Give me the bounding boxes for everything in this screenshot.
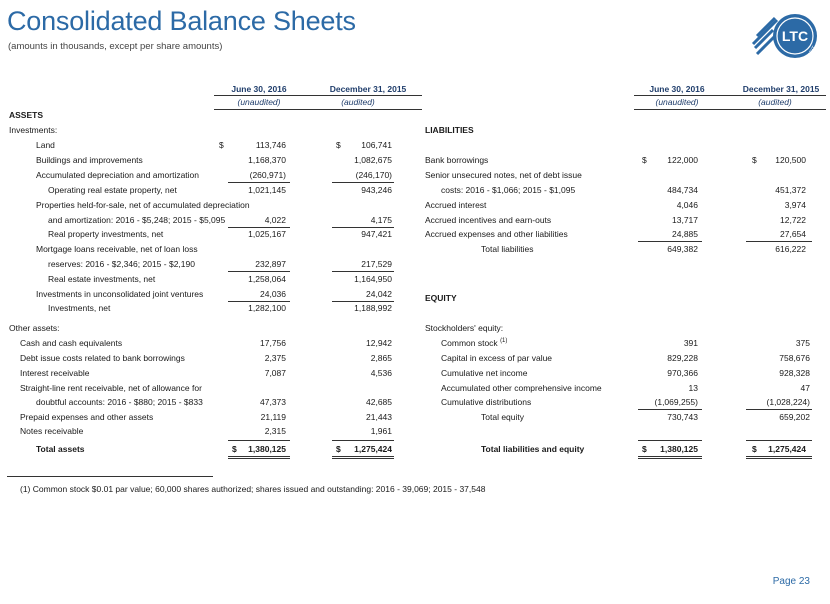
equity-row-label bbox=[441, 368, 527, 378]
other-asset-row-v2: 21,443 bbox=[366, 412, 392, 422]
other-asset-row-v2: 2,865 bbox=[370, 353, 392, 363]
asset-row-label: Accumulated depreciation and amortization bbox=[36, 170, 200, 180]
footnote-rule bbox=[7, 476, 213, 477]
other-asset-row-v2: 12,942 bbox=[366, 338, 392, 348]
left-status-rule bbox=[214, 109, 422, 110]
asset-row-v1: 1,258,064 bbox=[248, 274, 286, 284]
total-liab-equity-top-rule-2 bbox=[746, 440, 812, 441]
equity-row-v1: 391 bbox=[683, 338, 698, 348]
page-subtitle: (amounts in thousands, except per share amounts) bbox=[8, 41, 223, 52]
liability-row-v1: 122,000 bbox=[667, 155, 698, 165]
asset-row-label: Operating real estate property, net bbox=[48, 185, 177, 195]
dollar-sign: $ bbox=[219, 140, 224, 150]
equity-row-v2: (1,028,224) bbox=[766, 397, 810, 407]
other-asset-row-label: doubtful accounts: 2016 - $880; 2015 - $833 bbox=[36, 397, 203, 407]
equity-row-label bbox=[441, 353, 552, 363]
total-liab-equity-bottom-rule-2 bbox=[746, 456, 812, 457]
asset-row-v2: 947,421 bbox=[361, 229, 392, 239]
subtotal-rule bbox=[638, 409, 702, 410]
equity-row-v1: 13 bbox=[688, 383, 698, 393]
left-col1-header: June 30, 2016 bbox=[231, 84, 287, 94]
other-asset-row-label: Interest receivable bbox=[20, 368, 90, 378]
asset-row-v2: (246,170) bbox=[355, 170, 392, 180]
footnote: (1) Common stock $0.01 par value; 60,000 shares authorized; shares issued and outstanding: 2016 - 39,069; 2015 - 37,548 bbox=[20, 484, 486, 494]
subtotal-rule bbox=[332, 182, 394, 183]
other-asset-row-v2: 42,685 bbox=[366, 397, 392, 407]
equity-row-label bbox=[481, 412, 524, 422]
left-col2-status: (audited) bbox=[341, 97, 375, 107]
other-asset-row-label: Notes receivable bbox=[20, 426, 84, 436]
equity-row-v2: 659,202 bbox=[779, 412, 810, 422]
equity-row-text: Common stock bbox=[441, 338, 498, 348]
other-asset-row-label: Cash and cash equivalents bbox=[20, 338, 123, 348]
equity-row-v1: 970,366 bbox=[667, 368, 698, 378]
equity-row-text: Cumulative distributions bbox=[441, 397, 532, 407]
asset-row-v2: 1,188,992 bbox=[354, 303, 392, 313]
asset-row-v2: 4,175 bbox=[370, 215, 392, 225]
asset-row-v2: 943,246 bbox=[361, 185, 392, 195]
assets-heading: ASSETS bbox=[9, 110, 44, 120]
subtotal-rule bbox=[228, 182, 290, 183]
asset-row-v1: 1,025,167 bbox=[248, 229, 286, 239]
liabilities-heading: LIABILITIES bbox=[425, 125, 474, 135]
right-col2-status: (audited) bbox=[758, 97, 792, 107]
total-assets-bottom-rule-1b bbox=[228, 458, 290, 459]
total-liab-equity-bottom-rule-2b bbox=[746, 458, 812, 459]
dollar-sign: $ bbox=[642, 155, 647, 165]
stockholders-heading: Stockholders' equity: bbox=[425, 323, 504, 333]
liability-row-v2: 12,722 bbox=[780, 215, 806, 225]
asset-row-v2: 1,082,675 bbox=[354, 155, 392, 165]
dollar-sign: $ bbox=[752, 155, 757, 165]
asset-row-v1: 24,036 bbox=[260, 289, 286, 299]
other-asset-row-v1: 7,087 bbox=[264, 368, 286, 378]
equity-row-text: Cumulative net income bbox=[441, 368, 528, 378]
liability-row-label: Accrued expenses and other liabilities bbox=[425, 229, 568, 239]
liability-row-v1: 4,046 bbox=[676, 200, 698, 210]
liability-row-label: Bank borrowings bbox=[425, 155, 489, 165]
other-asset-row-v2: 4,536 bbox=[370, 368, 392, 378]
subtotal-rule bbox=[638, 241, 702, 242]
asset-row-v1: 4,022 bbox=[264, 215, 286, 225]
equity-heading: EQUITY bbox=[425, 293, 457, 303]
asset-row-v2: 217,529 bbox=[361, 259, 392, 269]
equity-row-v2: 375 bbox=[795, 338, 810, 348]
asset-row-label: Mortgage loans receivable, net of loan loss bbox=[36, 244, 198, 254]
page-title: Consolidated Balance Sheets bbox=[7, 6, 356, 36]
other-assets-heading: Other assets: bbox=[9, 323, 60, 333]
logo-subtext: REIT bbox=[806, 45, 818, 58]
asset-row-label: and amortization: 2016 - $5,248; 2015 - $5,095 bbox=[48, 215, 226, 225]
liability-row-v2: 3,974 bbox=[784, 200, 806, 210]
asset-row-v1: 1,282,100 bbox=[248, 303, 286, 313]
subtotal-rule bbox=[332, 271, 394, 272]
equity-row-label bbox=[441, 383, 602, 393]
ltc-logo bbox=[747, 8, 821, 64]
other-asset-row-label: Debt issue costs related to bank borrowings bbox=[20, 353, 185, 363]
equity-row-text: Accumulated other comprehensive income bbox=[441, 383, 602, 393]
total-assets-bottom-rule-2 bbox=[332, 456, 394, 457]
total-liab-equity-bottom-rule-1 bbox=[638, 456, 702, 457]
liability-row-v2: 451,372 bbox=[775, 185, 806, 195]
subtotal-rule bbox=[228, 301, 290, 302]
right-col2-header: December 31, 2015 bbox=[742, 84, 820, 94]
equity-row-v1: 829,228 bbox=[667, 353, 698, 363]
asset-row-label: Real property investments, net bbox=[48, 229, 164, 239]
other-asset-row-label: Straight-line rent receivable, net of allowance for bbox=[20, 383, 202, 393]
other-asset-row-v2: 1,961 bbox=[370, 426, 392, 436]
asset-row-v1: 232,897 bbox=[255, 259, 286, 269]
total-assets-v1: 1,380,125 bbox=[248, 444, 286, 454]
total-assets-dollar-2: $ bbox=[336, 444, 341, 454]
liability-row-v1: 484,734 bbox=[667, 185, 698, 195]
total-liab-equity-v2: 1,275,424 bbox=[768, 444, 806, 454]
subtotal-rule bbox=[228, 271, 290, 272]
asset-row-label: reserves: 2016 - $2,346; 2015 - $2,190 bbox=[48, 259, 195, 269]
subtotal-rule bbox=[746, 409, 812, 410]
right-col1-status: (unaudited) bbox=[655, 97, 699, 107]
right-header-rule bbox=[634, 95, 826, 96]
left-header-rule bbox=[214, 95, 422, 96]
subtotal-rule bbox=[332, 227, 394, 228]
total-assets-bottom-rule-1 bbox=[228, 456, 290, 457]
asset-row-v2: 1,164,950 bbox=[354, 274, 392, 284]
liability-row-v2: 616,222 bbox=[775, 244, 806, 254]
asset-row-v1: 1,021,145 bbox=[248, 185, 286, 195]
total-assets-dollar-1: $ bbox=[232, 444, 237, 454]
total-liab-equity-top-rule-1 bbox=[638, 440, 702, 441]
left-col1-status: (unaudited) bbox=[237, 97, 281, 107]
equity-row-v2: 758,676 bbox=[779, 353, 810, 363]
other-asset-row-v1: 21,119 bbox=[260, 412, 286, 422]
liability-row-label: costs: 2016 - $1,066; 2015 - $1,095 bbox=[441, 185, 576, 195]
page-number: Page 23 bbox=[772, 576, 810, 587]
logo-text: LTC bbox=[781, 28, 809, 44]
left-col2-header: December 31, 2015 bbox=[329, 84, 407, 94]
total-liab-equity-label: Total liabilities and equity bbox=[481, 444, 585, 454]
equity-row-label bbox=[441, 338, 507, 348]
equity-row-v2: 928,328 bbox=[779, 368, 810, 378]
equity-row-v2: 47 bbox=[800, 383, 810, 393]
liability-row-v2: 27,654 bbox=[780, 229, 806, 239]
asset-row-v2: 24,042 bbox=[366, 289, 392, 299]
liability-row-v1: 13,717 bbox=[672, 215, 698, 225]
other-asset-row-label: Prepaid expenses and other assets bbox=[20, 412, 154, 422]
asset-row-label: Land bbox=[36, 140, 55, 150]
other-asset-row-v1: 17,756 bbox=[260, 338, 286, 348]
total-assets-bottom-rule-2b bbox=[332, 458, 394, 459]
total-assets-v2: 1,275,424 bbox=[354, 444, 392, 454]
asset-row-label: Investments, net bbox=[48, 303, 111, 313]
equity-row-label bbox=[441, 397, 531, 407]
total-assets-top-rule-2 bbox=[332, 440, 394, 441]
other-asset-row-v1: 47,373 bbox=[260, 397, 286, 407]
equity-row-v1: 730,743 bbox=[667, 412, 698, 422]
asset-row-v1: (260,971) bbox=[249, 170, 286, 180]
other-asset-row-v1: 2,375 bbox=[264, 353, 286, 363]
liability-row-label: Senior unsecured notes, net of debt issue bbox=[425, 170, 582, 180]
liability-row-v1: 649,382 bbox=[667, 244, 698, 254]
asset-row-label: Properties held-for-sale, net of accumulated depreciation bbox=[36, 200, 250, 210]
liability-row-label: Accrued incentives and earn-outs bbox=[425, 215, 552, 225]
asset-row-v1: 113,746 bbox=[255, 140, 286, 150]
total-liab-equity-bottom-rule-1b bbox=[638, 458, 702, 459]
dollar-sign: $ bbox=[336, 140, 341, 150]
right-status-rule bbox=[634, 109, 826, 110]
asset-row-v1: 1,168,370 bbox=[248, 155, 286, 165]
liability-row-label: Accrued interest bbox=[425, 200, 487, 210]
asset-row-v2: 106,741 bbox=[361, 140, 392, 150]
footnote-marker: (1) bbox=[500, 338, 508, 345]
equity-row-text: Total equity bbox=[481, 412, 524, 422]
total-liab-equity-dollar-2: $ bbox=[752, 444, 757, 454]
right-col1-header: June 30, 2016 bbox=[649, 84, 705, 94]
liability-row-v2: 120,500 bbox=[775, 155, 806, 165]
investments-heading: Investments: bbox=[9, 125, 58, 135]
liability-row-v1: 24,885 bbox=[672, 229, 698, 239]
total-assets-label: Total assets bbox=[36, 444, 85, 454]
asset-row-label: Investments in unconsolidated joint ventures bbox=[36, 289, 204, 299]
equity-row-text: Capital in excess of par value bbox=[441, 353, 553, 363]
equity-row-v1: (1,069,255) bbox=[654, 397, 698, 407]
total-liab-equity-v1: 1,380,125 bbox=[660, 444, 698, 454]
other-asset-row-v1: 2,315 bbox=[264, 426, 286, 436]
asset-row-label: Buildings and improvements bbox=[36, 155, 143, 165]
total-liab-equity-dollar-1: $ bbox=[642, 444, 647, 454]
subtotal-rule bbox=[228, 227, 290, 228]
subtotal-rule bbox=[332, 301, 394, 302]
total-assets-top-rule-1 bbox=[228, 440, 290, 441]
asset-row-label: Real estate investments, net bbox=[48, 274, 156, 284]
subtotal-rule bbox=[746, 241, 812, 242]
liability-row-label: Total liabilities bbox=[481, 244, 534, 254]
